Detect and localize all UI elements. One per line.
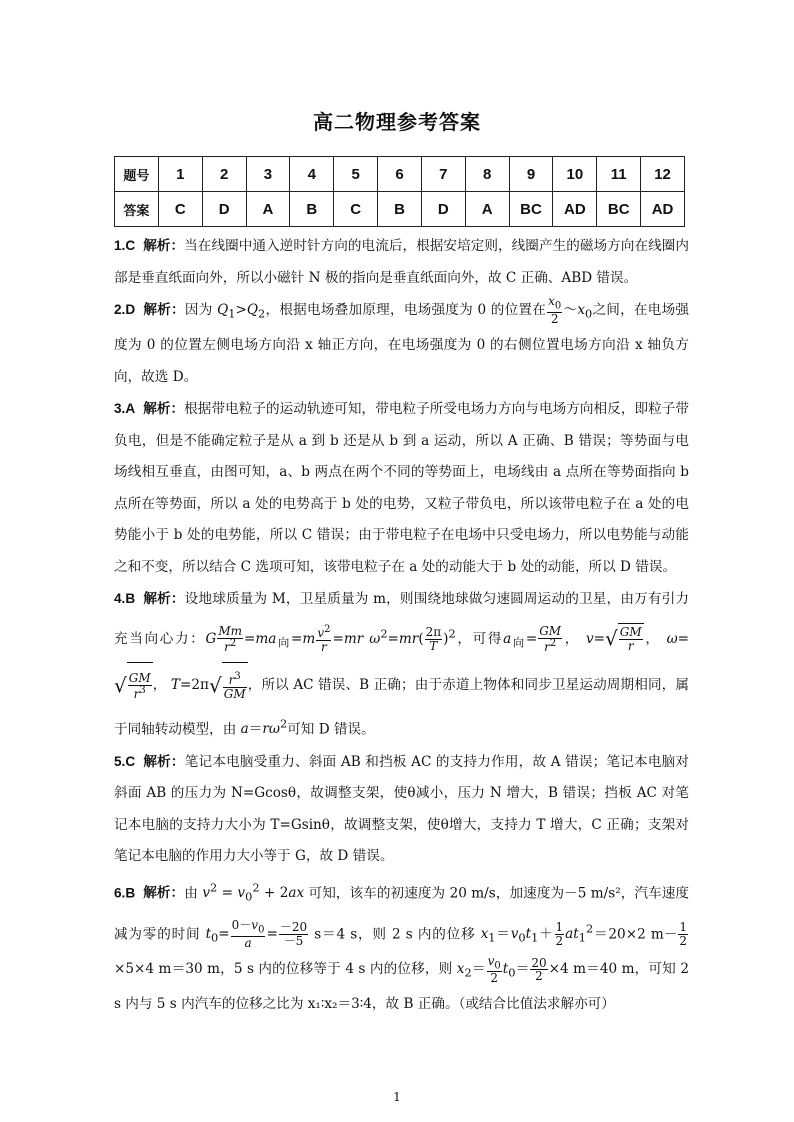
table-answer-label: 答案 bbox=[115, 192, 159, 227]
solution-2 bbox=[114, 294, 689, 393]
formula: $a_向=$ $\frac{GM}{r^2}$ ， v=√ $\frac{GM}{r}$ ， ω=√ $\frac{GM}{r^3}$ ， T=2π√ $\frac{r^3}{GM}$ bbox=[114, 631, 689, 693]
table-cell: 3 bbox=[246, 157, 290, 192]
table-cell: 8 bbox=[465, 157, 509, 192]
formula: $x_1=v_0t_1+$ $\frac{1}{2}$ $at_1^2$ bbox=[480, 920, 594, 949]
solution-text: 设地球质量为 M，卫星质量为 m，则围绕地球做匀速圆周运动的卫星，由万有引力充当向心力： bbox=[114, 591, 690, 647]
table-cell: D bbox=[202, 192, 246, 227]
solution-text: ，所以 AC 错误、B 正确；由于赤道上物体和同步卫星运动周期相同，属于同轴转动模型，由 bbox=[114, 676, 689, 738]
solution-text: 之间，在电场强度为 0 的位置左侧电场方向沿 x 轴正方向，在电场强度为 0 的右侧位置电场方向沿 x 轴负方向，故选 D。 bbox=[114, 302, 690, 385]
page-number: 1 bbox=[393, 1090, 401, 1104]
answer-table bbox=[114, 156, 685, 227]
explain-label: 解析： bbox=[143, 302, 185, 318]
table-cell: 10 bbox=[553, 157, 597, 192]
solution-5 bbox=[114, 746, 689, 873]
table-cell: A bbox=[465, 192, 509, 227]
solution-6 bbox=[114, 873, 689, 1021]
solution-text: 由 bbox=[184, 885, 198, 902]
solution-3 bbox=[114, 393, 689, 583]
table-cell: C bbox=[158, 192, 202, 227]
solutions bbox=[114, 230, 689, 1021]
table-row-answers bbox=[115, 192, 685, 227]
solution-text: 可知，该车的初速度为 20 m/s，加速度为－5 m/s²，汽车速度减为零的时间 bbox=[114, 885, 690, 943]
explain-label: 解析： bbox=[143, 238, 185, 254]
table-cell: AD bbox=[553, 192, 597, 227]
table-cell: 4 bbox=[290, 157, 334, 192]
solution-text: 当在线圈中通入逆时针方向的电流后，根据安培定则，线圈产生的磁场方向在线圈内部是垂直纸面向外，所以小磁针 N 极的指向是垂直纸面向外，故 C 正确、ABD 错误。 bbox=[114, 238, 690, 286]
table-cell: 1 bbox=[158, 157, 202, 192]
formula: $\frac{1}{2}$ bbox=[679, 920, 687, 949]
solution-text: 根据带电粒子的运动轨迹可知，带电粒子所受电场力方向与电场方向相反，即粒子带负电，但是不能确定粒子是从 a 到 b 还是从 b 到 a 运动，所以 A 正确、B 错误；等势面与电场线相互垂直，由图可知，a、b 两点在两个不同的等势面上，电场线由 a 点所在等势面指向 b 点所在等势面，所以 a 处的电势高于 b 处的电势，又粒子带负电，所以该带电粒子在 a 处的电势能小于 b 处的电势能，所以 C 错误；由于带电粒子在电场中只受电场力，所以电势能与动能之和不变，所以结合 C 选项可知，该带电粒子在 a 处的动能大于 b 处的动能，所以 D 错误。 bbox=[114, 401, 690, 575]
solution-4 bbox=[114, 583, 689, 746]
question-number: 2.D bbox=[114, 302, 136, 317]
table-cell: D bbox=[421, 192, 465, 227]
table-cell: BC bbox=[597, 192, 641, 227]
explain-label: 解析： bbox=[143, 401, 185, 418]
table-cell: 12 bbox=[641, 157, 685, 192]
table-cell: 7 bbox=[421, 157, 465, 192]
explain-label: 解析： bbox=[143, 885, 185, 902]
table-header-label: 题号 bbox=[115, 157, 159, 192]
table-cell: A bbox=[246, 192, 290, 227]
solution-text: ，根据电场叠加原理，电场强度为 0 的位置在 bbox=[265, 302, 547, 318]
formula: $v^2 = v_0^2 + 2ax$ bbox=[202, 880, 305, 904]
table-cell: B bbox=[378, 192, 422, 227]
formula: $a=r\omega^2$ bbox=[240, 716, 288, 738]
explain-label: 解析： bbox=[143, 753, 185, 770]
solution-text: s＝4 s，则 2 s 内的位移 bbox=[309, 926, 481, 943]
solution-text: 笔记本电脑受重力、斜面 AB 和挡板 AC 的支持力作用，故 A 错误；笔记本电脑对斜面 AB 的压力为 N=Gcosθ，故调整支架，使θ减小，压力 N 增大，B 错误；挡板 AC 对笔记本电脑的支持力大小为 T=Gsinθ，故调整支架，使θ增大，支持力 T 增大，C 正确；支架对笔记本电脑的作用力大小等于 G，故 D 错误。 bbox=[114, 753, 690, 865]
solution-text: ＝20×2 m－ bbox=[593, 926, 678, 943]
table-cell: 9 bbox=[509, 157, 553, 192]
solution-text: 可知 D 错误。 bbox=[287, 721, 375, 738]
solution-text: 因为 bbox=[184, 302, 218, 318]
table-row-numbers bbox=[115, 157, 685, 192]
question-number: 5.C bbox=[114, 753, 136, 769]
table-cell: 6 bbox=[378, 157, 422, 192]
table-cell: C bbox=[334, 192, 378, 227]
question-number: 3.A bbox=[114, 401, 136, 417]
question-number: 6.B bbox=[114, 885, 136, 901]
table-cell: 11 bbox=[597, 157, 641, 192]
formula: $x_2=$ $\frac{v_0}{2}$ $t_0=$ $\frac{20}{2}$ bbox=[456, 953, 547, 986]
question-number: 1.C bbox=[114, 238, 136, 253]
formula: $t_0=$ $\frac{0-v_0}{a}$ = $\frac{-20}{-5}$ bbox=[205, 918, 308, 951]
explain-label: 解析： bbox=[143, 591, 185, 608]
table-cell: 5 bbox=[334, 157, 378, 192]
formula: G $\frac{Mm}{r^2}$ $=ma_向=m$ $\frac{v^2}{r}$ =mr $\omega^2=mr$( $\frac{2\pi}{T}$ )$^2$ bbox=[205, 624, 456, 654]
table-cell: B bbox=[290, 192, 334, 227]
table-cell: BC bbox=[509, 192, 553, 227]
formula: $\frac{x_0}{2}$ $\sim x_0$ bbox=[548, 294, 593, 327]
solution-text: ，可得 bbox=[455, 630, 504, 647]
solution-text: ×5×4 m＝30 m，5 s 内的位移等于 4 s 内的位移，则 bbox=[114, 961, 457, 978]
page-title: 高二物理参考答案 bbox=[313, 110, 481, 134]
formula: $Q_1>Q_2$ bbox=[217, 302, 266, 321]
solution-text: ×4 m＝40 m，可知 2 s 内与 5 s 内汽车的位移之比为 x₁∶x₂＝3∶4，故 B 正确。（或结合比值法求解亦可） bbox=[114, 961, 690, 1013]
question-number: 4.B bbox=[114, 591, 136, 607]
table-cell: 2 bbox=[202, 157, 246, 192]
solution-1 bbox=[114, 230, 689, 294]
table-cell: AD bbox=[641, 192, 685, 227]
